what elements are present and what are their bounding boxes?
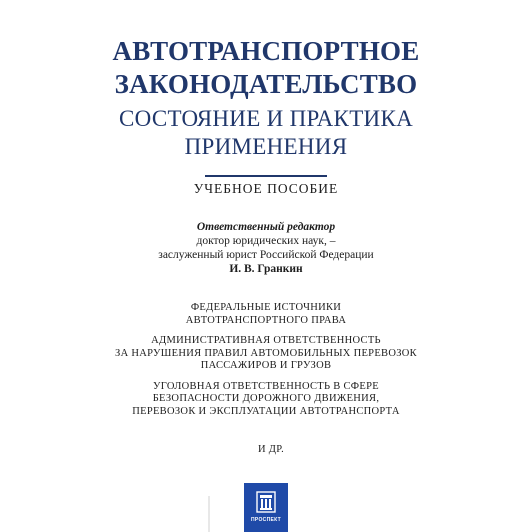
topic-item (0, 335, 532, 373)
topic-line: ФЕДЕРАЛЬНЫЕ ИСТОЧНИКИ (190, 302, 342, 313)
editor-degree: доктор юридических наук, – (196, 235, 336, 247)
subtitle-line-2: ПРИМЕНЕНИЯ (184, 134, 348, 159)
etc-label: И ДР. (258, 444, 285, 455)
topic-line: АДМИНИСТРАТИВНАЯ ОТВЕТСТВЕННОСТЬ (151, 335, 381, 346)
book-subtitle (0, 105, 532, 161)
topic-item (0, 302, 532, 327)
publisher-name: ПРОСПЕКТ (251, 517, 281, 523)
title-divider (205, 175, 327, 177)
subtitle-line-1: СОСТОЯНИЕ И ПРАКТИКА (118, 106, 414, 131)
topic-item (0, 381, 532, 419)
topic-line: ПЕРЕВОЗОК И ЭКСПЛУАТАЦИИ АВТОТРАНСПОРТА (132, 405, 400, 417)
book-title (0, 35, 532, 101)
editor-block (0, 220, 532, 276)
topic-line: ПАССАЖИРОВ И ГРУЗОВ (200, 360, 332, 371)
editor-honor: заслуженный юрист Российской Федерации (158, 249, 374, 261)
topics-list (0, 302, 532, 426)
topic-line: АВТОТРАНСПОРТНОГО ПРАВА (185, 314, 347, 326)
publisher-logo (244, 483, 288, 532)
book-genre: УЧЕБНОЕ ПОСОБИЕ (193, 181, 339, 196)
title-line-2: ЗАКОНОДАТЕЛЬСТВО (114, 69, 418, 99)
topic-line: БЕЗОПАСНОСТИ ДОРОЖНОГО ДВИЖЕНИЯ, (152, 393, 380, 404)
editor-role: Ответственный редактор (196, 221, 336, 233)
editor-name: И. В. Гранкин (229, 263, 303, 275)
topic-line: УГОЛОВНАЯ ОТВЕТСТВЕННОСТЬ В СФЕРЕ (153, 380, 379, 392)
topic-line: ЗА НАРУШЕНИЯ ПРАВИЛ АВТОМОБИЛЬНЫХ ПЕРЕВОЗОК (115, 347, 417, 359)
title-line-1: АВТОТРАНСПОРТНОЕ (112, 36, 420, 66)
column-emblem-icon (256, 491, 276, 513)
page-edge-mark (208, 496, 210, 532)
